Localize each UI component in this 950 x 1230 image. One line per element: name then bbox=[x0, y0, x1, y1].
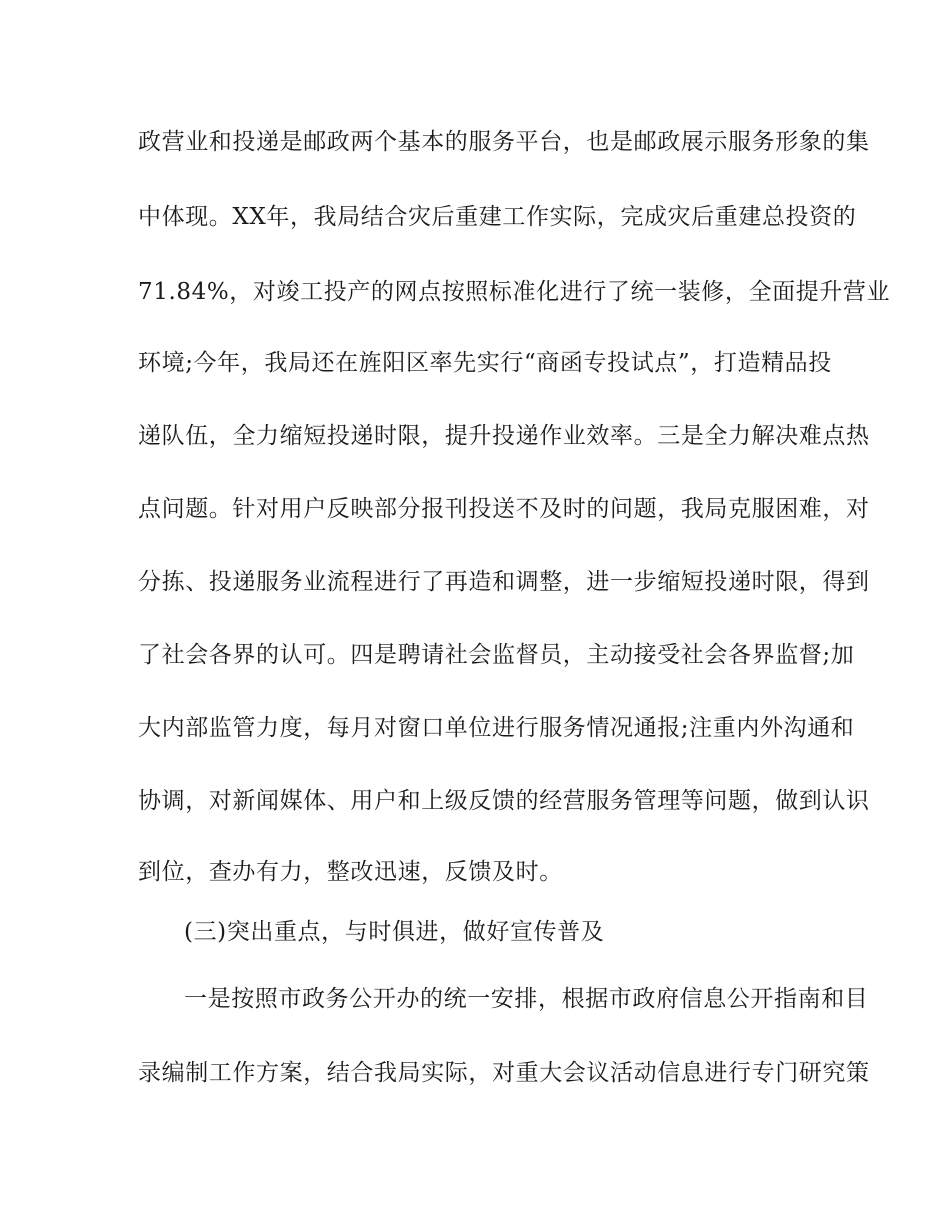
paragraph-line: 一是按照市政务公开办的统一安排，根据市政府信息公开指南和目 bbox=[184, 986, 869, 1012]
section-heading: (三)突出重点，与时俱进，做好宣传普及 bbox=[184, 919, 605, 945]
paragraph-line: 递队伍，全力缩短投递时限，提升投递作业效率。三是全力解决难点热 bbox=[138, 423, 870, 449]
paragraph-line: 协调，对新闻媒体、用户和上级反馈的经营服务管理等问题，做到认识 bbox=[138, 788, 870, 814]
paragraph-line: 了社会各界的认可。四是聘请社会监督员，主动接受社会各界监督;加 bbox=[138, 642, 855, 668]
paragraph-line: 71.84%，对竣工投产的网点按照标准化进行了统一装修，全面提升营业 bbox=[138, 279, 891, 305]
paragraph-line: 到位，查办有力，整改迅速，反馈及时。 bbox=[138, 859, 563, 885]
paragraph-line: 点问题。针对用户反映部分报刊投送不及时的问题，我局克服困难，对 bbox=[138, 496, 870, 522]
paragraph-line: 中体现。XX年，我局结合灾后重建工作实际，完成灾后重建总投资的 bbox=[138, 204, 857, 230]
paragraph-line: 分拣、投递服务业流程进行了再造和调整，进一步缩短投递时限，得到 bbox=[138, 569, 870, 595]
paragraph-line: 环境;今年，我局还在旌阳区率先实行“商函专投试点”，打造精品投 bbox=[138, 350, 832, 376]
paragraph-line: 录编制工作方案，结合我局实际，对重大会议活动信息进行专门研究策 bbox=[138, 1060, 870, 1086]
paragraph-line: 政营业和投递是邮政两个基本的服务平台，也是邮政展示服务形象的集 bbox=[138, 129, 870, 155]
paragraph-line: 大内部监管力度，每月对窗口单位进行服务情况通报;注重内外沟通和 bbox=[138, 715, 855, 741]
